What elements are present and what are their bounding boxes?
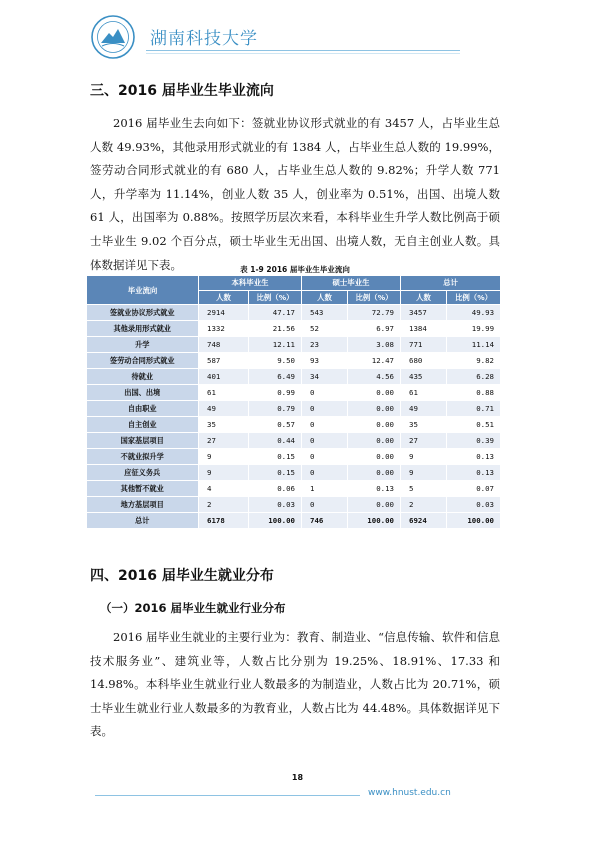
table-cell: 0.03 [447, 497, 501, 513]
table-cell: 6.97 [348, 321, 401, 337]
table-cell: 1 [302, 481, 348, 497]
total-label: 总计 [87, 513, 199, 529]
table-row [87, 417, 501, 433]
table-cell: 61 [199, 385, 249, 401]
table-cell: 401 [199, 369, 249, 385]
table-cell: 0 [302, 401, 348, 417]
total-cell: 6178 [199, 513, 249, 529]
table-cell: 12.47 [348, 353, 401, 369]
table-row [87, 337, 501, 353]
table-cell: 0 [302, 497, 348, 513]
table-cell: 2 [199, 497, 249, 513]
section-heading-4: 四、2016 届毕业生就业分布 [90, 568, 274, 584]
row-label: 不就业拟升学 [87, 449, 199, 465]
table-cell: 47.17 [249, 305, 302, 321]
header-divider-secondary [146, 53, 460, 54]
row-label: 签就业协议形式就业 [87, 305, 199, 321]
table-cell: 0.79 [249, 401, 302, 417]
row-label: 升学 [87, 337, 199, 353]
row-header-cell: 毕业流向 [87, 276, 199, 305]
table-cell: 6.28 [447, 369, 501, 385]
table-cell: 587 [199, 353, 249, 369]
total-cell: 6924 [401, 513, 447, 529]
group-header-undergrad: 本科毕业生 [199, 276, 302, 291]
section-3-paragraph [90, 112, 500, 277]
table-cell: 680 [401, 353, 447, 369]
page-header [90, 14, 460, 58]
table-cell: 49.93 [447, 305, 501, 321]
table-cell: 0.03 [249, 497, 302, 513]
table-total-row [87, 513, 501, 529]
header-divider [146, 50, 460, 51]
table-cell: 4.56 [348, 369, 401, 385]
table-cell: 61 [401, 385, 447, 401]
table-cell: 0.00 [348, 385, 401, 401]
table-cell: 2914 [199, 305, 249, 321]
table-cell: 0.44 [249, 433, 302, 449]
table-row [87, 369, 501, 385]
table-cell: 0.57 [249, 417, 302, 433]
table-row [87, 353, 501, 369]
table-cell: 12.11 [249, 337, 302, 353]
table-cell: 34 [302, 369, 348, 385]
table-cell: 21.56 [249, 321, 302, 337]
table-cell: 0.15 [249, 465, 302, 481]
group-header-total: 总计 [401, 276, 501, 291]
table-cell: 0.00 [348, 497, 401, 513]
section-4-paragraph [90, 626, 500, 744]
table-cell: 0 [302, 417, 348, 433]
table-cell: 748 [199, 337, 249, 353]
table-cell: 9.82 [447, 353, 501, 369]
row-label: 国家基层项目 [87, 433, 199, 449]
paragraph-text: 2016 届毕业生去向如下：签就业协议形式就业的有 3457 人，占毕业生总人数 49.93%，其他录用形式就业的有 1384 人，占毕业生总人数的 19.99%，签劳动合同形式就业的有 680 人，占毕业生总人数的 9.82%；升学人数 771 人，升学率为 11.14%，创业人数 35 人，创业率为 0.51%，出国、出境人数 61 人，出国率为 0.88%。按照学历层次来看，本科毕业生升学人数比例高于硕士毕业生 9.02 个百分点，硕士毕业生无出国、出境人数，无自主创业人数。具体数据详见下表。 [90, 116, 500, 272]
table-row [87, 449, 501, 465]
paragraph-text: 2016 届毕业生就业的主要行业为：教育、制造业、“信息传输、软件和信息技术服务业”、建筑业等，人数占比分别为 19.25%、18.91%、17.33 和 14.98%。本科毕业生就业行业人数最多的为制造业，人数占比为 20.71%，硕士毕业生就业行业人数最多的为教育业，人数占比为 44.48%。具体数据详见下表。 [90, 630, 500, 739]
table-cell: 543 [302, 305, 348, 321]
subheader-ratio: 比例（%） [348, 290, 401, 305]
university-logo-icon [90, 14, 136, 60]
row-label: 其他录用形式就业 [87, 321, 199, 337]
table-cell: 3.08 [348, 337, 401, 353]
row-label: 应征义务兵 [87, 465, 199, 481]
table-cell: 35 [199, 417, 249, 433]
table-cell: 1384 [401, 321, 447, 337]
table-cell: 1332 [199, 321, 249, 337]
row-label: 待就业 [87, 369, 199, 385]
table-cell: 0.13 [348, 481, 401, 497]
table-cell: 0.15 [249, 449, 302, 465]
footer-url-link[interactable]: www.hnust.edu.cn [368, 788, 451, 798]
table-cell: 52 [302, 321, 348, 337]
table-cell: 0.39 [447, 433, 501, 449]
table-row [87, 465, 501, 481]
group-header-master: 硕士毕业生 [302, 276, 401, 291]
graduate-destination-table [86, 275, 501, 529]
table-cell: 0.71 [447, 401, 501, 417]
section-heading-3: 三、2016 届毕业生毕业流向 [90, 83, 274, 99]
table-cell: 0 [302, 465, 348, 481]
university-name: 湖南科技大学 [150, 29, 258, 49]
table-cell: 35 [401, 417, 447, 433]
table-cell: 9 [199, 465, 249, 481]
table-row [87, 321, 501, 337]
total-cell: 100.00 [447, 513, 501, 529]
row-label: 出国、出境 [87, 385, 199, 401]
table-cell: 9.50 [249, 353, 302, 369]
table-cell: 4 [199, 481, 249, 497]
subheader-count: 人数 [199, 290, 249, 305]
table-row [87, 305, 501, 321]
table-cell: 23 [302, 337, 348, 353]
table-cell: 0 [302, 385, 348, 401]
table-cell: 27 [401, 433, 447, 449]
row-label: 自由职业 [87, 401, 199, 417]
subheader-ratio: 比例（%） [249, 290, 302, 305]
table-cell: 19.99 [447, 321, 501, 337]
table-cell: 771 [401, 337, 447, 353]
table-row [87, 385, 501, 401]
table-row [87, 433, 501, 449]
total-cell: 100.00 [348, 513, 401, 529]
subheader-ratio: 比例（%） [447, 290, 501, 305]
table-cell: 0.00 [348, 433, 401, 449]
table-cell: 6.49 [249, 369, 302, 385]
table-cell: 0.88 [447, 385, 501, 401]
table-cell: 49 [401, 401, 447, 417]
table-row [87, 481, 501, 497]
table-cell: 0 [302, 433, 348, 449]
table-cell: 93 [302, 353, 348, 369]
table-cell: 0.00 [348, 401, 401, 417]
table-cell: 3457 [401, 305, 447, 321]
table-cell: 0.06 [249, 481, 302, 497]
table-cell: 0.07 [447, 481, 501, 497]
table-cell: 435 [401, 369, 447, 385]
subsection-heading: （一）2016 届毕业生就业行业分布 [100, 601, 286, 615]
footer-divider [95, 795, 360, 796]
row-label: 其他暂不就业 [87, 481, 199, 497]
table-caption: 表 1-9 2016 届毕业生毕业流向 [240, 265, 350, 274]
table-cell: 11.14 [447, 337, 501, 353]
table-row [87, 497, 501, 513]
table-cell: 9 [401, 449, 447, 465]
row-label: 自主创业 [87, 417, 199, 433]
table-cell: 5 [401, 481, 447, 497]
table-row [87, 401, 501, 417]
table-cell: 0.00 [348, 417, 401, 433]
subheader-count: 人数 [302, 290, 348, 305]
row-label: 地方基层项目 [87, 497, 199, 513]
total-cell: 100.00 [249, 513, 302, 529]
table-cell: 0.51 [447, 417, 501, 433]
total-cell: 746 [302, 513, 348, 529]
table-cell: 0.13 [447, 449, 501, 465]
subheader-count: 人数 [401, 290, 447, 305]
row-label: 签劳动合同形式就业 [87, 353, 199, 369]
table-cell: 27 [199, 433, 249, 449]
table-cell: 0.99 [249, 385, 302, 401]
table-cell: 0 [302, 449, 348, 465]
table-cell: 2 [401, 497, 447, 513]
page-number: 18 [291, 773, 304, 782]
table-cell: 9 [401, 465, 447, 481]
table-cell: 0.13 [447, 465, 501, 481]
table-cell: 0.00 [348, 449, 401, 465]
table-cell: 49 [199, 401, 249, 417]
table-cell: 72.79 [348, 305, 401, 321]
table-cell: 9 [199, 449, 249, 465]
table-cell: 0.00 [348, 465, 401, 481]
